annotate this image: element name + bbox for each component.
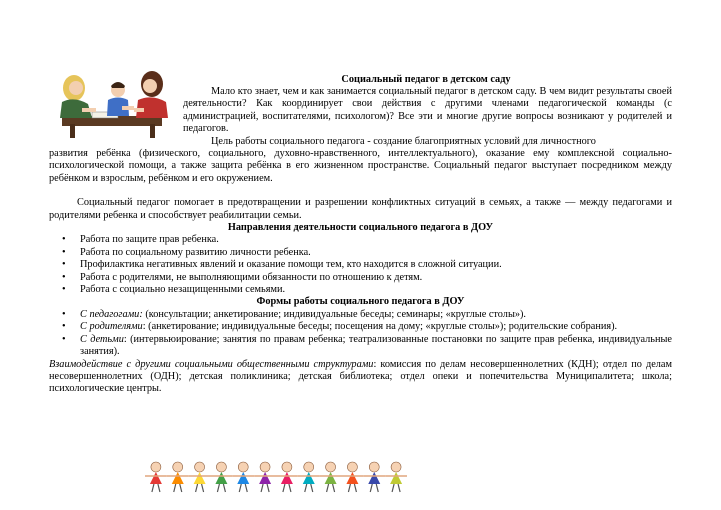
list-item: • Работа по защите прав ребенка. (49, 234, 672, 246)
list-item: • Профилактика негативных явлений и оказание помощи тем, кто находится в сложной ситуации. (49, 259, 672, 271)
child-legs (370, 484, 378, 492)
list-item (49, 334, 672, 359)
child-legs (348, 484, 356, 492)
child-body (325, 472, 337, 484)
child-body (346, 472, 358, 484)
directions-list (49, 234, 672, 296)
child-body (368, 472, 380, 484)
child-legs (217, 484, 225, 492)
form-text: : (анкетирование; индивидуальные беседы; посещения на дому; «круглые столы»); родительские собрания). (142, 321, 618, 333)
child-body (172, 472, 184, 484)
child-head (216, 462, 226, 472)
child-body (390, 472, 402, 484)
interaction-paragraph (49, 359, 672, 396)
child-head (369, 462, 379, 472)
goal-paragraph-start: Цель работы социального педагога - создание благоприятных условий для личностного (211, 135, 596, 147)
child-head (260, 462, 270, 472)
interaction-label: Взаимодействие с другими социальными общественными структурами (49, 358, 374, 370)
teacher-child-parent-illustration-icon (52, 66, 180, 138)
child-head (391, 462, 401, 472)
document-title: Социальный педагог в детском саду (341, 74, 511, 85)
goal-paragraph-continuation: развития ребёнка (физического, социального, духовно-нравственного, интеллектуального), оказание ему комплексной социально-психологической помощи, а также защита ребёнка в его жизненном пространстве. Социальный педагог выступает посредником между ребёнком и взрослым, ребёнком и его окружением. (49, 148, 672, 184)
child-head (326, 462, 336, 472)
child-head (347, 462, 357, 472)
main-content (49, 148, 672, 396)
child-body (281, 472, 293, 484)
child-body (150, 472, 162, 484)
spacer (49, 185, 672, 197)
list-item (49, 309, 672, 321)
child-body (237, 472, 249, 484)
interaction-text: : комиссия по делам несовершеннолетних (КДН); отдел по делам несовершеннолетних (ОДН); детская поликлиника; детская библиотека; отдел опеки и попечительства Муниципалитета; школа; психологические центры. (49, 358, 672, 395)
child-head (282, 462, 292, 472)
help-paragraph: Социальный педагог помогает в предотвращении и разрешении конфликтных ситуаций в семьях, а также — между педагогами и родителями ребенка и способствует реабилитации семьи. (49, 197, 672, 221)
list-item: • Работа с родителями, не выполняющими обязанности по отношению к детям. (49, 272, 672, 284)
list-item: • Работа с социально незащищенными семьями. (49, 284, 672, 296)
child-legs (283, 484, 291, 492)
form-label: С родителями (80, 321, 143, 333)
child-body (215, 472, 227, 484)
child-head (151, 462, 161, 472)
form-label: С детьми (80, 333, 124, 345)
child-legs (392, 484, 400, 492)
child-legs (305, 484, 313, 492)
intro-paragraph: Мало кто знает, чем и как занимается социальный педагог в детском саду. В чем видит результаты своей деятельности? Как координирует свои действия с другими членами педагогической команды (с администрацией, воспитателями, психологом)? Все эти и многие другие вопросы возникают у родителей и педагогов. (183, 86, 672, 135)
child-legs (261, 484, 269, 492)
forms-list (49, 309, 672, 359)
child-body (259, 472, 271, 484)
child-legs (327, 484, 335, 492)
child-head (173, 462, 183, 472)
forms-heading: Формы работы социального педагога в ДОУ (256, 296, 465, 308)
form-text: : (интервьюирование; занятия по правам ребенка; театрализованные постановки по защите прав ребенка, индивидуальные занятия). (80, 333, 672, 358)
child-head (195, 462, 205, 472)
intro-block (183, 86, 672, 148)
child-legs (239, 484, 247, 492)
child-legs (196, 484, 204, 492)
form-label: С педагогами: (80, 308, 143, 320)
list-item: • Работа по социальному развитию личности ребенка. (49, 247, 672, 259)
child-head (238, 462, 248, 472)
child-head (304, 462, 314, 472)
children-holding-hands-decoration-icon (145, 460, 407, 494)
form-text: (консультации; анкетирование; индивидуальные беседы; семинары; «круглые столы»). (142, 308, 527, 320)
list-item (49, 321, 672, 333)
child-body (303, 472, 315, 484)
directions-heading: Направления деятельности социального педагога в ДОУ (227, 222, 494, 234)
child-body (194, 472, 206, 484)
child-legs (174, 484, 182, 492)
child-legs (152, 484, 160, 492)
